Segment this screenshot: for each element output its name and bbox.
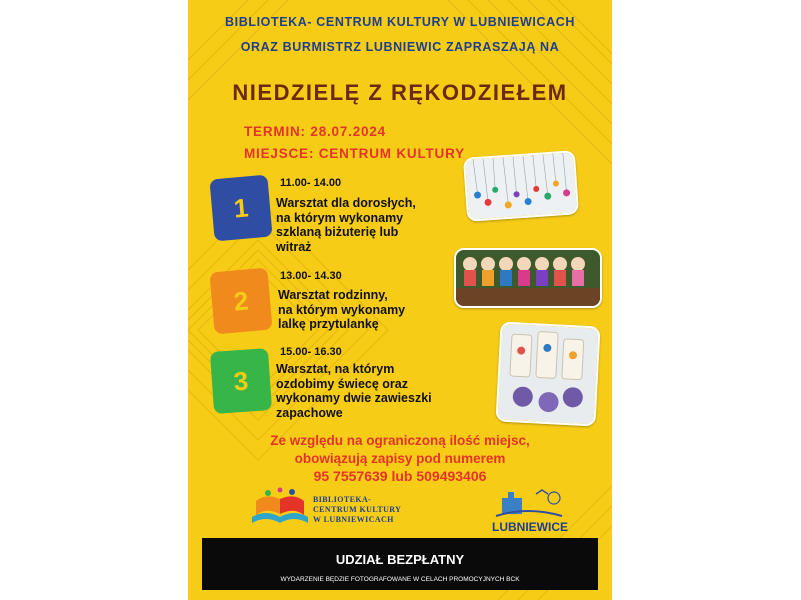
library-logo-line: BIBLIOTEKA- — [313, 495, 372, 504]
event-poster — [188, 0, 612, 600]
event-title: NIEDZIELĘ Z RĘKODZIEŁEM — [232, 80, 568, 105]
workshop-1-line: Warsztat dla dorosłych, — [276, 196, 416, 210]
workshop-3-description — [276, 362, 466, 420]
free-entry-banner — [202, 538, 598, 590]
lubniewice-town-logo-icon — [488, 484, 570, 518]
workshop-1-time: 11.00- 14.00 — [280, 177, 342, 189]
glass-jewelry-illustration — [465, 152, 577, 219]
workshop-3-line: zapachowe — [276, 405, 343, 420]
event-date: TERMIN: 28.07.2024 — [244, 124, 386, 139]
library-logo-line: W LUBNIEWICACH — [313, 515, 394, 524]
library-books-logo-icon — [248, 487, 312, 527]
workshop-1-line: witraż — [276, 239, 312, 254]
glass-jewelry-photo — [463, 150, 579, 222]
workshop-3-time: 15.00- 16.30 — [280, 346, 342, 358]
dolls-illustration — [456, 250, 600, 306]
workshop-1-description — [276, 196, 466, 254]
workshop-2-line: lalkę przytulankę — [278, 317, 379, 331]
library-logo-line: CENTRUM KULTURY — [313, 505, 402, 514]
workshop-2-time: 13.00- 14.30 — [280, 270, 342, 282]
photography-notice: WYDARZENIE BĘDZIE FOTOGRAFOWANE W CELACH PROMOCYJNYCH BCK — [280, 576, 520, 583]
workshop-number-1: 1 — [209, 175, 272, 242]
workshop-3-line: ozdobimy świecę oraz — [276, 376, 408, 391]
registration-note-line-2: obowiązują zapisy pod numerem — [294, 451, 506, 466]
workshop-1-line: szklaną biżuterię lub — [276, 225, 399, 239]
workshop-3-line: wykonamy dwie zawieszki — [276, 391, 432, 405]
header-line-1: BIBLIOTEKA- CENTRUM KULTURY W LUBNIEWICACH — [225, 15, 575, 29]
workshop-2-line: Warsztat rodzinny, — [278, 288, 388, 302]
workshop-2-description — [278, 288, 468, 332]
workshop-number-3: 3 — [210, 348, 272, 414]
library-logo-text — [313, 495, 401, 525]
lubniewice-logo-text: LUBNIEWICE — [492, 520, 568, 534]
header-line-2: ORAZ BURMISTRZ LUBNIEWIC ZAPRASZAJĄ NA — [240, 40, 560, 54]
candles-photo — [495, 321, 600, 426]
candles-illustration — [498, 324, 599, 425]
dolls-photo — [454, 248, 602, 308]
workshop-1-line: na którym wykonamy — [276, 210, 404, 225]
registration-phone-numbers: 95 7557639 lub 509493406 — [313, 468, 487, 484]
workshop-2-line: na którym wykonamy — [278, 302, 406, 317]
event-place: MIEJSCE: CENTRUM KULTURY — [244, 146, 465, 161]
workshop-3-line: Warsztat, na którym — [276, 362, 395, 376]
registration-note-line-1: Ze względu na ograniczoną ilość miejsc, — [270, 433, 530, 448]
free-entry-title: UDZIAŁ BEZPŁATNY — [335, 552, 465, 567]
workshop-number-2: 2 — [209, 268, 272, 335]
